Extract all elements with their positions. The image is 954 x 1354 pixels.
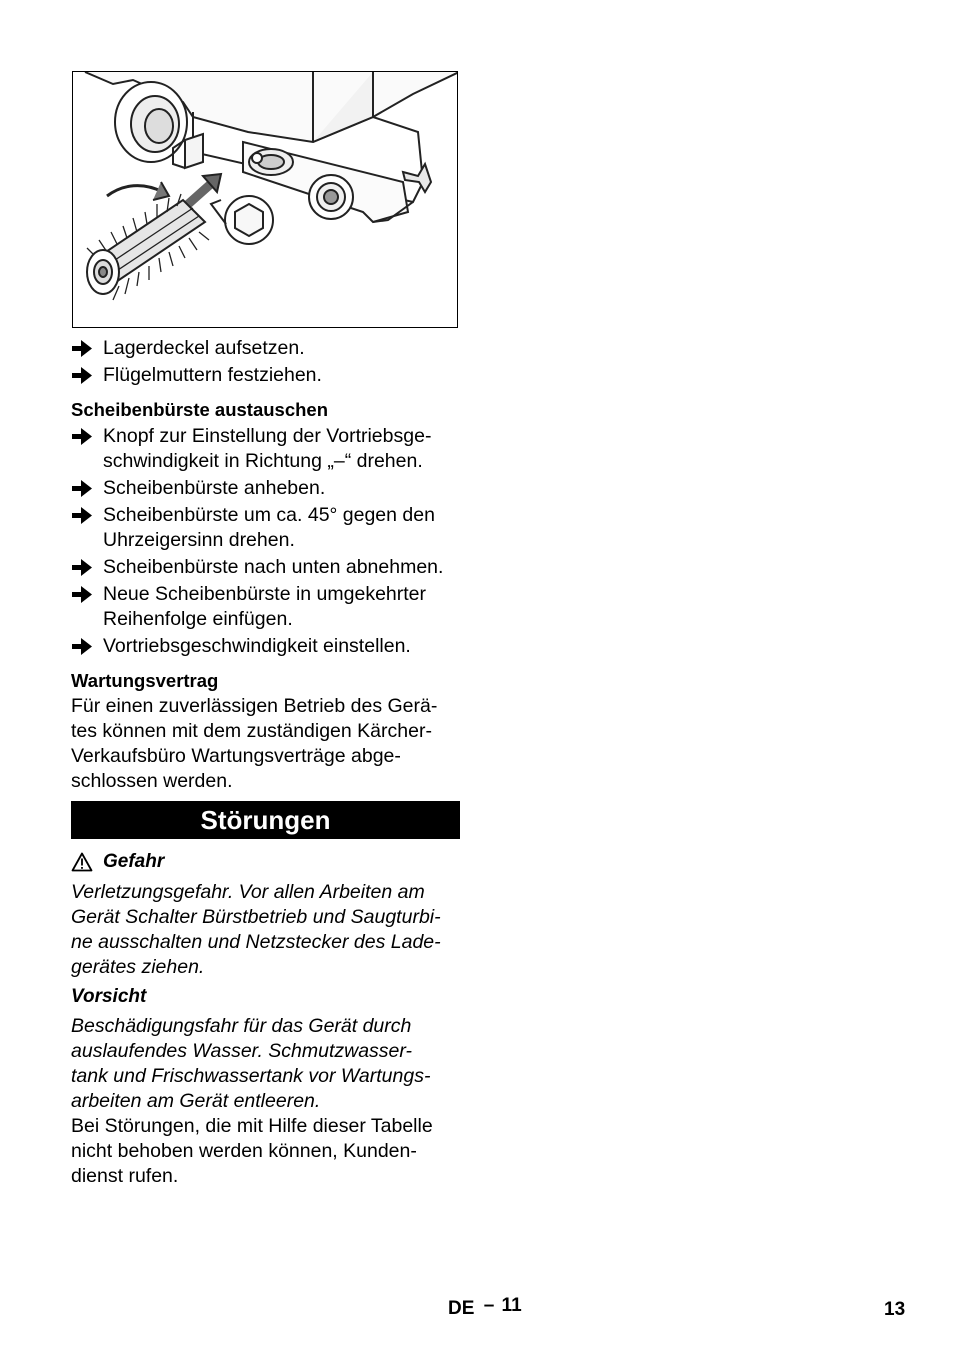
paragraph-line: Gerät Schalter Bürstbetrieb und Saugturbi- [71,906,441,928]
paragraph-line: tes können mit dem zuständigen Kärcher- [71,720,432,742]
list-item-text: Reihenfolge einfügen. [103,608,293,630]
right-arrow-icon [72,428,92,445]
caution-paragraph [71,1014,463,1114]
page-number: 13 [884,1299,906,1320]
right-arrow-icon [72,638,92,655]
section-title-faults: Störungen [71,801,460,839]
brush-roller-replacement-illustration [73,72,458,328]
right-arrow-icon [72,340,92,357]
paragraph-line: schlossen werden. [71,770,233,792]
paragraph-line: Für einen zuverlässigen Betrieb des Gerä- [71,695,438,717]
caution-label: Vorsicht [71,986,147,1007]
list-item [71,336,471,361]
paragraph-line: Verkaufsbüro Wartungsverträge abge- [71,745,401,767]
list-item-text: Scheibenbürste anheben. [103,477,326,499]
list-item [71,363,471,388]
brush-roller-illustration [72,71,458,328]
danger-paragraph [71,880,463,980]
list-item-text: Uhrzeigersinn drehen. [103,529,295,551]
section-heading-contract: Wartungsvertrag [71,670,219,691]
contract-paragraph [71,694,463,794]
list-item-text: Knopf zur Einstellung der Vortriebsge- [103,425,432,447]
list-item [71,582,471,632]
warning-triangle-icon [71,852,93,872]
fault-note-paragraph [71,1114,463,1189]
list-item-text: Flügelmuttern festziehen. [103,364,322,386]
list-item [71,476,471,501]
footer-section-page-number: 11 [501,1295,522,1316]
list-item-text: Lagerdeckel aufsetzen. [103,337,305,359]
list-item-text: Vortriebsgeschwindigkeit einstellen. [103,635,411,657]
right-arrow-icon [72,367,92,384]
paragraph-line: arbeiten am Gerät entleeren. [71,1090,321,1112]
paragraph-line: Bei Störungen, die mit Hilfe dieser Tabelle [71,1115,433,1137]
brush-steps-list [71,424,471,661]
paragraph-line: Verletzungsgefahr. Vor allen Arbeiten am [71,881,425,903]
section-heading-brush: Scheibenbürste austauschen [71,399,329,420]
paragraph-line: tank und Frischwassertank vor Wartungs- [71,1065,431,1087]
list-item [71,555,471,580]
footer-dash: – [483,1295,495,1316]
paragraph-line: ne ausschalten und Netzstecker des Lade- [71,931,441,953]
list-item-text: Neue Scheibenbürste in umgekehrter [103,583,427,605]
danger-label [71,850,164,874]
danger-label-text: Gefahr [103,851,165,872]
footer-language: DE [448,1298,475,1319]
right-arrow-icon [72,507,92,524]
list-item-text: schwindigkeit in Richtung „–“ drehen. [103,450,423,472]
list-item-text: Scheibenbürste nach unten abnehmen. [103,556,444,578]
list-item [71,424,471,474]
right-arrow-icon [72,586,92,603]
right-arrow-icon [72,559,92,576]
top-instruction-list [71,336,471,390]
list-item [71,503,471,553]
footer-section-page [448,1295,522,1320]
list-item [71,634,471,659]
paragraph-line: auslaufendes Wasser. Schmutzwasser- [71,1040,413,1062]
paragraph-line: nicht behoben werden können, Kunden- [71,1140,417,1162]
paragraph-line: gerätes ziehen. [71,956,205,978]
paragraph-line: Beschädigungsfahr für das Gerät durch [71,1015,412,1037]
paragraph-line: dienst rufen. [71,1165,179,1187]
right-arrow-icon [72,480,92,497]
list-item-text: Scheibenbürste um ca. 45° gegen den [103,504,435,526]
